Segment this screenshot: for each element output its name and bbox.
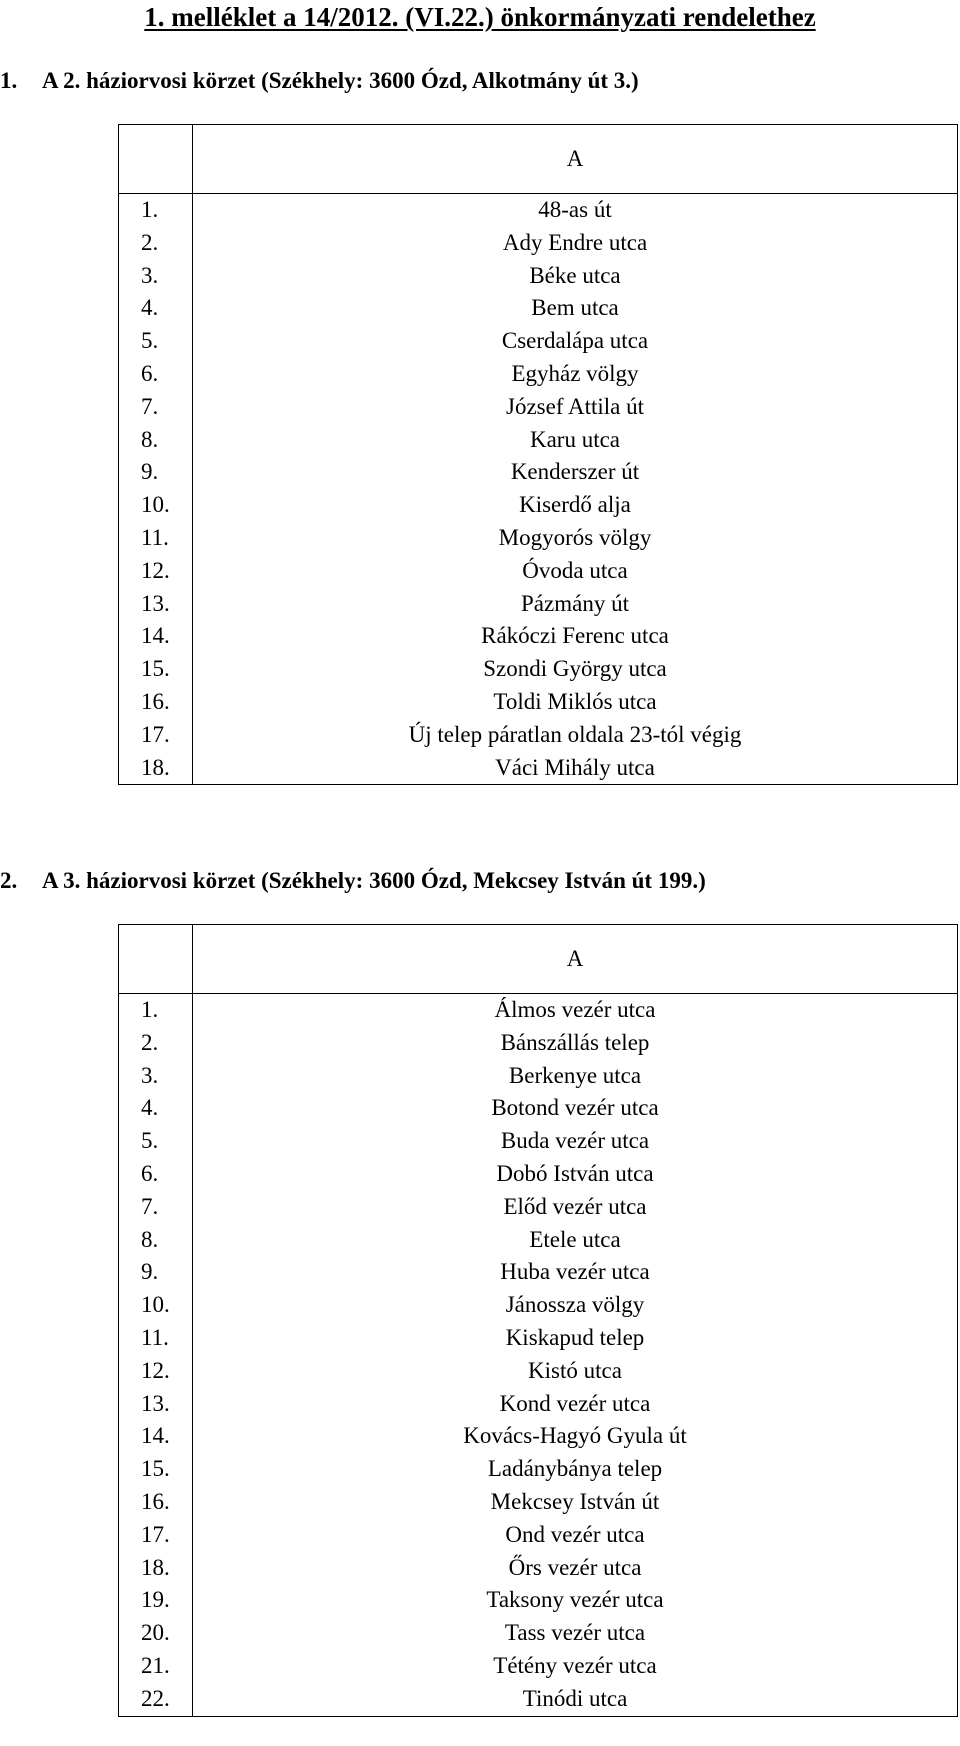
row-number: 1. [119, 194, 193, 227]
street-name: Mekcsey István út [193, 1486, 958, 1519]
row-number: 1. [119, 994, 193, 1027]
row-number: 11. [119, 522, 193, 555]
row-number: 15. [119, 653, 193, 686]
row-number: 14. [119, 620, 193, 653]
table-row [119, 260, 958, 293]
table-row [119, 1256, 958, 1289]
street-name: 48-as út [193, 194, 958, 227]
row-number: 18. [119, 752, 193, 785]
section-number: 2. [0, 868, 18, 893]
column-header-cell: A [193, 925, 958, 994]
street-name: Béke utca [193, 260, 958, 293]
row-number: 4. [119, 292, 193, 325]
street-name: Bánszállás telep [193, 1027, 958, 1060]
table-row [119, 686, 958, 719]
street-name: Tétény vezér utca [193, 1650, 958, 1683]
street-name: Huba vezér utca [193, 1256, 958, 1289]
street-name: Tinódi utca [193, 1683, 958, 1716]
row-number: 5. [119, 1125, 193, 1158]
street-name: Előd vezér utca [193, 1191, 958, 1224]
table-row [119, 1683, 958, 1716]
column-header-cell: A [193, 125, 958, 194]
table-row [119, 391, 958, 424]
page-title-text: 1. melléklet a 14/2012. (VI.22.) önkormányzati rendelethez [144, 2, 816, 32]
table-row [119, 424, 958, 457]
row-number: 20. [119, 1617, 193, 1650]
table-row [119, 1584, 958, 1617]
row-number: 18. [119, 1552, 193, 1585]
row-number: 14. [119, 1420, 193, 1453]
district-table-1 [118, 124, 958, 785]
section-heading-1 [0, 66, 639, 96]
header-corner-cell [119, 125, 193, 194]
row-number: 3. [119, 1060, 193, 1093]
table-row [119, 1158, 958, 1191]
street-name: Buda vezér utca [193, 1125, 958, 1158]
table-row [119, 1092, 958, 1125]
table-row [119, 227, 958, 260]
table-row [119, 489, 958, 522]
row-number: 2. [119, 227, 193, 260]
row-number: 8. [119, 424, 193, 457]
street-name: Cserdalápa utca [193, 325, 958, 358]
street-name: Pázmány út [193, 588, 958, 621]
street-name: Rákóczi Ferenc utca [193, 620, 958, 653]
table-row [119, 620, 958, 653]
street-name: Kiserdő alja [193, 489, 958, 522]
row-number: 10. [119, 1289, 193, 1322]
table-row [119, 1289, 958, 1322]
table-header-row [119, 125, 958, 194]
row-number: 9. [119, 456, 193, 489]
section-heading-2 [0, 866, 706, 896]
row-number: 13. [119, 588, 193, 621]
street-name: Taksony vezér utca [193, 1584, 958, 1617]
table-row [119, 1322, 958, 1355]
row-number: 5. [119, 325, 193, 358]
table-row [119, 1060, 958, 1093]
street-name: Karu utca [193, 424, 958, 457]
row-number: 7. [119, 1191, 193, 1224]
street-name: Óvoda utca [193, 555, 958, 588]
row-number: 3. [119, 260, 193, 293]
street-name: Ond vezér utca [193, 1519, 958, 1552]
table-row [119, 1420, 958, 1453]
table-row [119, 1191, 958, 1224]
street-name: Kovács-Hagyó Gyula út [193, 1420, 958, 1453]
row-number: 22. [119, 1683, 193, 1716]
street-name: Jánossza völgy [193, 1289, 958, 1322]
section-heading-text: A 2. háziorvosi körzet (Székhely: 3600 Ózd, Alkotmány út 3.) [42, 68, 639, 93]
street-name: Toldi Miklós utca [193, 686, 958, 719]
street-name: Új telep páratlan oldala 23-tól végig [193, 719, 958, 752]
table-row [119, 1355, 958, 1388]
street-name: Álmos vezér utca [193, 994, 958, 1027]
district-table-2 [118, 924, 958, 1717]
row-number: 17. [119, 1519, 193, 1552]
row-number: 9. [119, 1256, 193, 1289]
table-row [119, 1453, 958, 1486]
row-number: 7. [119, 391, 193, 424]
table-row [119, 1388, 958, 1421]
street-name: Szondi György utca [193, 653, 958, 686]
table-row [119, 1519, 958, 1552]
row-number: 16. [119, 1486, 193, 1519]
row-number: 17. [119, 719, 193, 752]
street-name: Botond vezér utca [193, 1092, 958, 1125]
street-name: Váci Mihály utca [193, 752, 958, 785]
table-row [119, 752, 958, 785]
street-name: Egyház völgy [193, 358, 958, 391]
row-number: 10. [119, 489, 193, 522]
street-name: Tass vezér utca [193, 1617, 958, 1650]
section-number: 1. [0, 68, 18, 93]
street-name: Etele utca [193, 1224, 958, 1257]
row-number: 11. [119, 1322, 193, 1355]
street-name: Kenderszer út [193, 456, 958, 489]
table-row [119, 358, 958, 391]
street-name: Kond vezér utca [193, 1388, 958, 1421]
table-row [119, 1617, 958, 1650]
table-row [119, 653, 958, 686]
table-row [119, 1224, 958, 1257]
street-name: József Attila út [193, 391, 958, 424]
table-row [119, 994, 958, 1027]
table-row [119, 588, 958, 621]
street-name: Berkenye utca [193, 1060, 958, 1093]
row-number: 12. [119, 1355, 193, 1388]
street-name: Dobó István utca [193, 1158, 958, 1191]
table-header-row [119, 925, 958, 994]
page-title [0, 0, 960, 34]
table-row [119, 194, 958, 227]
row-number: 13. [119, 1388, 193, 1421]
header-corner-cell [119, 925, 193, 994]
row-number: 4. [119, 1092, 193, 1125]
table-row [119, 1486, 958, 1519]
table-row [119, 292, 958, 325]
row-number: 15. [119, 1453, 193, 1486]
row-number: 8. [119, 1224, 193, 1257]
table-row [119, 456, 958, 489]
table-row [119, 1650, 958, 1683]
row-number: 19. [119, 1584, 193, 1617]
table-row [119, 1027, 958, 1060]
row-number: 12. [119, 555, 193, 588]
row-number: 2. [119, 1027, 193, 1060]
street-name: Mogyorós völgy [193, 522, 958, 555]
street-name: Őrs vezér utca [193, 1552, 958, 1585]
table-row [119, 555, 958, 588]
row-number: 6. [119, 358, 193, 391]
table-row [119, 1552, 958, 1585]
row-number: 16. [119, 686, 193, 719]
table-row [119, 325, 958, 358]
street-name: Bem utca [193, 292, 958, 325]
street-name: Kiskapud telep [193, 1322, 958, 1355]
street-name: Kistó utca [193, 1355, 958, 1388]
row-number: 21. [119, 1650, 193, 1683]
row-number: 6. [119, 1158, 193, 1191]
section-heading-text: A 3. háziorvosi körzet (Székhely: 3600 Ózd, Mekcsey István út 199.) [42, 868, 706, 893]
table-row [119, 1125, 958, 1158]
street-name: Ladánybánya telep [193, 1453, 958, 1486]
street-name: Ady Endre utca [193, 227, 958, 260]
table-row [119, 719, 958, 752]
table-row [119, 522, 958, 555]
